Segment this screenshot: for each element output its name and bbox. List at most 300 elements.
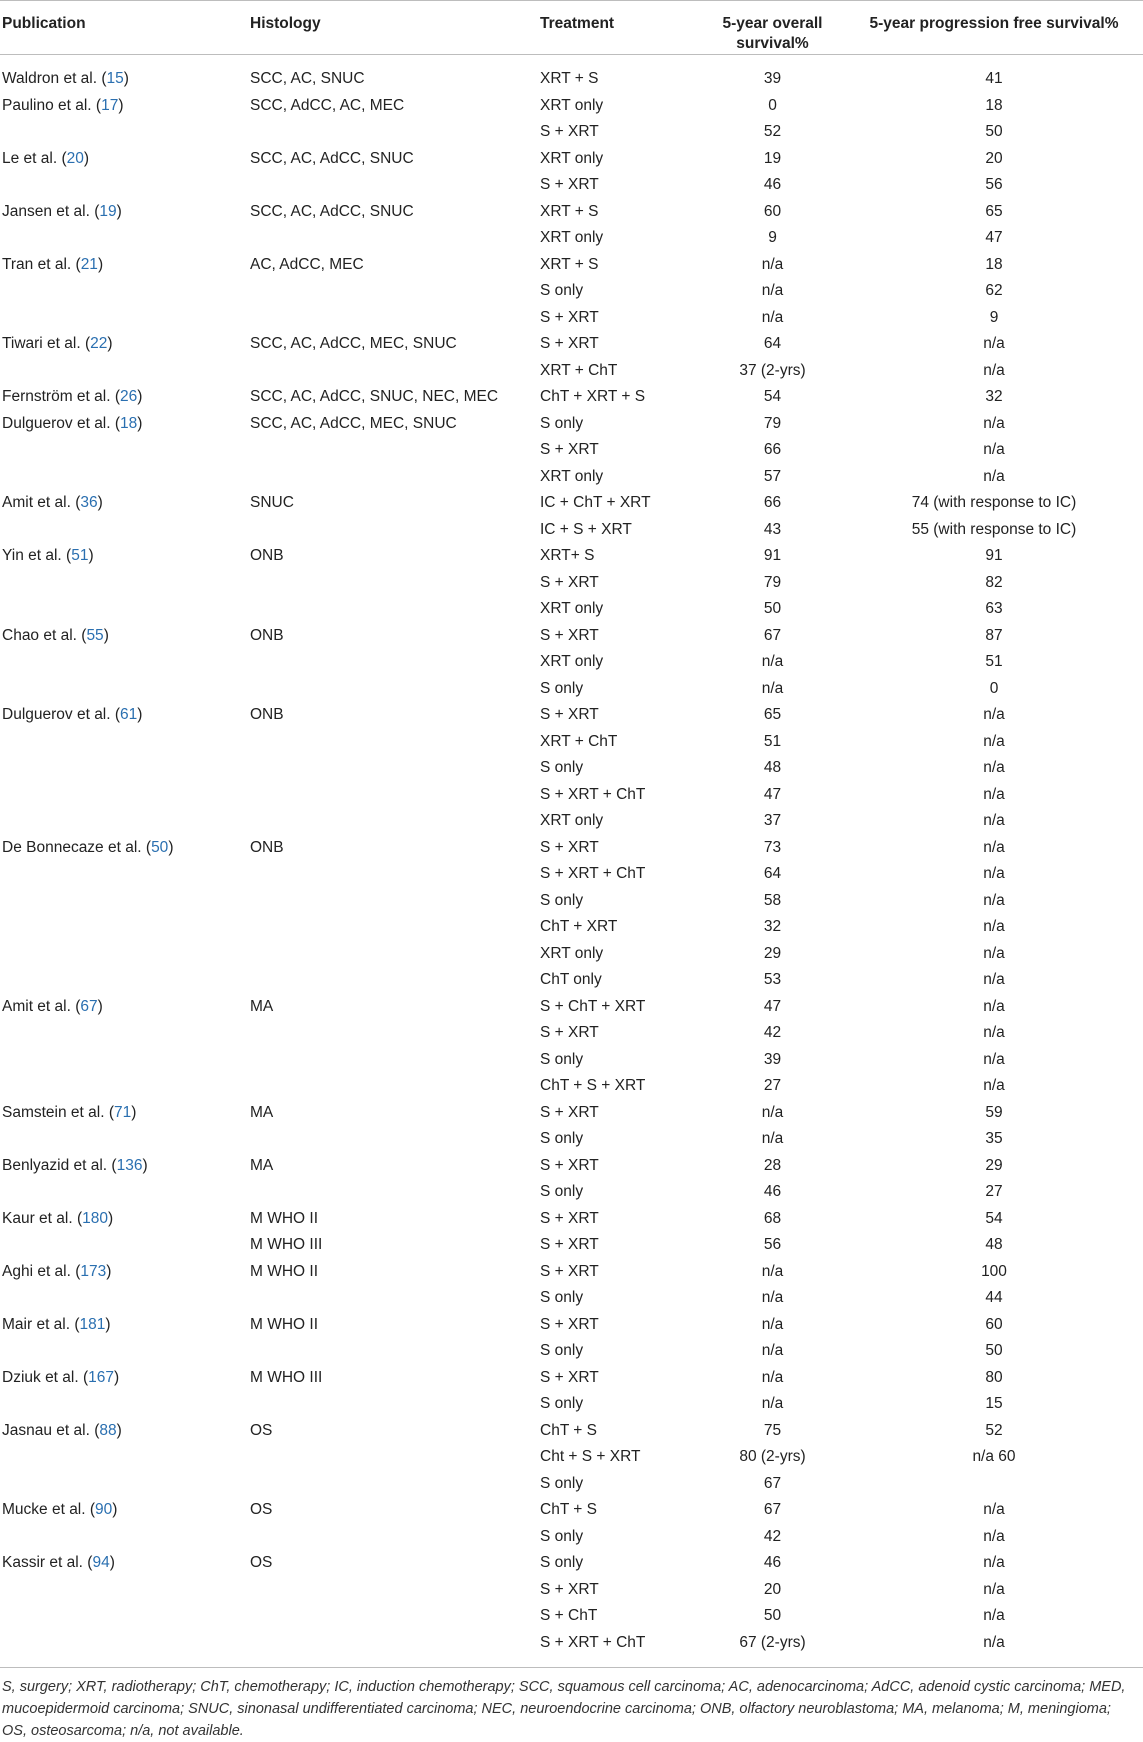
cell-publication — [0, 914, 250, 941]
cell-treatment: S only — [540, 1474, 584, 1492]
reference-link[interactable]: 181 — [79, 1315, 106, 1333]
header-publication: Publication — [0, 1, 250, 55]
cell-treatment: S + XRT — [540, 176, 599, 193]
cell-overall-survival: 27 — [763, 1077, 782, 1094]
cell-overall-survival: 57 — [763, 467, 782, 485]
table-row — [0, 570, 1143, 597]
cell-histology — [250, 676, 540, 703]
cell-progression-free-survival: 100 — [981, 1262, 1007, 1280]
reference-link[interactable]: 21 — [80, 255, 98, 273]
table-row — [0, 252, 1143, 279]
cell-progression-free-survival: 55 (with response to IC) — [911, 520, 1077, 538]
table-row — [0, 1338, 1143, 1365]
cell-progression-free-survival: n/a — [983, 838, 1005, 856]
cell-progression-free-survival: n/a — [983, 1050, 1005, 1068]
table-row — [0, 702, 1143, 729]
publication-author: Le et al. — [2, 149, 58, 167]
cell-treatment: S + XRT — [540, 838, 599, 856]
table-row — [0, 994, 1143, 1021]
reference-link[interactable]: 51 — [71, 547, 89, 564]
cell-overall-survival: 19 — [763, 149, 782, 167]
reference-link[interactable]: 167 — [88, 1368, 115, 1386]
cell-progression-free-survival: n/a — [983, 1501, 1005, 1518]
table-row — [0, 888, 1143, 915]
cell-overall-survival: 56 — [763, 1236, 782, 1253]
cell-progression-free-survival: n/a — [983, 1607, 1005, 1624]
cell-overall-survival: 47 — [763, 785, 782, 803]
cell-histology — [250, 941, 540, 968]
cell-treatment: S only — [540, 1289, 584, 1306]
cell-progression-free-survival: n/a — [983, 467, 1005, 485]
cell-treatment: S only — [540, 759, 584, 776]
cell-histology: OS — [250, 1501, 273, 1518]
cell-histology — [250, 1471, 540, 1498]
cell-histology: ONB — [250, 838, 284, 856]
reference-link[interactable]: 15 — [106, 70, 124, 87]
cell-publication — [0, 755, 250, 782]
cell-histology — [250, 596, 540, 623]
cell-treatment: S + XRT — [540, 1024, 599, 1041]
table-row — [0, 305, 1143, 332]
table-row — [0, 199, 1143, 226]
cell-treatment: S only — [540, 891, 584, 909]
cell-overall-survival: 39 — [763, 1050, 782, 1068]
cell-treatment: S + XRT — [540, 1236, 599, 1253]
table-row — [0, 1153, 1143, 1180]
cell-treatment: S only — [540, 1342, 584, 1359]
table-row — [0, 384, 1143, 411]
table-row — [0, 1285, 1143, 1312]
header-treatment: Treatment — [540, 1, 700, 55]
cell-overall-survival: 37 (2-yrs) — [739, 361, 806, 379]
cell-progression-free-survival: 18 — [985, 255, 1003, 273]
cell-progression-free-survival: 63 — [985, 600, 1003, 617]
cell-overall-survival: 28 — [763, 1156, 782, 1174]
cell-overall-survival: 47 — [763, 997, 782, 1015]
cell-overall-survival: 43 — [763, 520, 782, 538]
table-row — [0, 1603, 1143, 1630]
cell-histology: SNUC — [250, 494, 294, 511]
cell-publication — [0, 1047, 250, 1074]
reference-link[interactable]: 17 — [101, 96, 119, 114]
reference-link[interactable]: 20 — [66, 149, 84, 167]
cell-histology — [250, 1047, 540, 1074]
cell-progression-free-survival: 48 — [985, 1236, 1003, 1253]
cell-progression-free-survival: 32 — [985, 388, 1003, 405]
cell-publication: Jasnau et al. (88) — [2, 1421, 122, 1439]
cell-progression-free-survival: 35 — [985, 1130, 1003, 1147]
cell-treatment: S + XRT — [540, 573, 599, 591]
cell-overall-survival: 52 — [763, 123, 782, 140]
cell-treatment: XRT only — [540, 467, 604, 485]
cell-histology — [250, 1179, 540, 1206]
publication-author: Mair et al. — [2, 1315, 71, 1333]
cell-publication: Amit et al. (36) — [2, 494, 103, 511]
cell-publication — [0, 967, 250, 994]
cell-publication: De Bonnecaze et al. (50) — [2, 838, 174, 856]
table-row — [0, 596, 1143, 623]
cell-overall-survival: 67 (2-yrs) — [739, 1633, 806, 1651]
cell-overall-survival: n/a — [761, 1103, 784, 1121]
publication-author: Benlyazid et al. — [2, 1156, 108, 1174]
cell-histology: SCC, AC, SNUC — [250, 70, 365, 87]
cell-progression-free-survival: n/a 60 — [972, 1448, 1016, 1465]
cell-publication — [0, 1073, 250, 1100]
reference-link[interactable]: 18 — [120, 414, 138, 432]
cell-overall-survival: 0 — [768, 96, 777, 114]
table-row — [0, 1232, 1143, 1259]
cell-histology — [250, 358, 540, 385]
cell-overall-survival: 20 — [763, 1580, 782, 1598]
cell-treatment: S + XRT — [540, 706, 599, 723]
cell-overall-survival: 42 — [763, 1024, 782, 1041]
cell-treatment: S + XRT — [540, 1315, 599, 1333]
cell-histology — [250, 782, 540, 809]
cell-progression-free-survival — [845, 1471, 1143, 1498]
cell-histology — [250, 967, 540, 994]
cell-publication — [0, 1391, 250, 1418]
cell-histology — [250, 914, 540, 941]
table-body — [0, 55, 1143, 1657]
table-row — [0, 1365, 1143, 1392]
header-row — [0, 1, 1143, 55]
publication-author: Chao et al. — [2, 626, 77, 644]
cell-treatment: S + XRT — [540, 1262, 599, 1280]
cell-overall-survival: n/a — [761, 1368, 784, 1386]
table-row — [0, 1126, 1143, 1153]
cell-progression-free-survival: n/a — [983, 706, 1005, 723]
cell-progression-free-survival: 59 — [985, 1103, 1003, 1121]
cell-progression-free-survival: 52 — [985, 1421, 1003, 1439]
cell-histology — [250, 1126, 540, 1153]
cell-progression-free-survival: 18 — [985, 96, 1003, 114]
table-row — [0, 464, 1143, 491]
cell-publication — [0, 570, 250, 597]
cell-treatment: XRT only — [540, 944, 604, 962]
cell-publication: Dulguerov et al. (18) — [2, 414, 143, 432]
cell-publication — [0, 517, 250, 544]
cell-histology — [250, 437, 540, 464]
cell-progression-free-survival: n/a — [983, 1527, 1005, 1545]
cell-histology — [250, 649, 540, 676]
cell-publication: Dulguerov et al. (61) — [2, 706, 143, 723]
cell-treatment: S + XRT — [540, 335, 599, 352]
cell-overall-survival: 60 — [763, 202, 782, 220]
publication-author: De Bonnecaze et al. — [2, 838, 142, 856]
cell-histology: OS — [250, 1421, 273, 1439]
table-row — [0, 1020, 1143, 1047]
cell-publication — [0, 1630, 250, 1657]
cell-publication — [0, 1444, 250, 1471]
cell-progression-free-survival: 82 — [985, 573, 1003, 591]
cell-histology — [250, 517, 540, 544]
publication-author: Paulino et al. — [2, 96, 92, 114]
cell-publication: Kassir et al. (94) — [2, 1554, 115, 1571]
cell-overall-survival: 46 — [763, 1183, 782, 1200]
table-row — [0, 835, 1143, 862]
publication-author: Dulguerov et al. — [2, 706, 111, 723]
cell-overall-survival: 75 — [763, 1421, 782, 1439]
cell-overall-survival: n/a — [761, 255, 784, 273]
cell-overall-survival: 64 — [763, 335, 782, 352]
cell-treatment: XRT only — [540, 149, 604, 167]
table-row — [0, 1206, 1143, 1233]
cell-publication: Kaur et al. (180) — [2, 1209, 114, 1227]
reference-link[interactable]: 61 — [120, 706, 138, 723]
cell-treatment: S + XRT — [540, 1103, 599, 1121]
table-row — [0, 755, 1143, 782]
cell-progression-free-survival: 50 — [985, 1342, 1003, 1359]
cell-treatment: S + XRT — [540, 1156, 599, 1174]
cell-treatment: XRT + S — [540, 70, 599, 87]
cell-histology: ONB — [250, 626, 284, 644]
table-row — [0, 1444, 1143, 1471]
cell-overall-survival: n/a — [761, 1289, 784, 1306]
cell-publication: Samstein et al. (71) — [2, 1103, 137, 1121]
cell-publication: Paulino et al. (17) — [2, 96, 124, 114]
cell-publication: Tran et al. (21) — [2, 255, 104, 273]
cell-overall-survival: 29 — [763, 944, 782, 962]
cell-treatment: S + ChT + XRT — [540, 997, 646, 1015]
cell-histology: M WHO II — [250, 1315, 319, 1333]
cell-treatment: S only — [540, 1554, 584, 1571]
cell-histology — [250, 172, 540, 199]
cell-overall-survival: 48 — [763, 759, 782, 776]
table-row — [0, 543, 1143, 570]
cell-overall-survival: 67 — [763, 1501, 782, 1518]
cell-publication: Chao et al. (55) — [2, 626, 109, 644]
publication-author: Fernström et al. — [2, 388, 111, 405]
reference-link[interactable]: 88 — [99, 1421, 117, 1439]
cell-histology — [250, 1338, 540, 1365]
table-row — [0, 437, 1143, 464]
table-row — [0, 1391, 1143, 1418]
cell-overall-survival: 68 — [763, 1209, 782, 1227]
cell-histology — [250, 278, 540, 305]
cell-progression-free-survival: 87 — [985, 626, 1003, 644]
cell-treatment: S + XRT — [540, 308, 599, 326]
reference-link[interactable]: 180 — [82, 1209, 108, 1227]
table-row — [0, 172, 1143, 199]
cell-publication — [0, 596, 250, 623]
cell-overall-survival: 50 — [763, 600, 782, 617]
cell-progression-free-survival: n/a — [983, 1633, 1005, 1651]
reference-link[interactable]: 55 — [86, 626, 104, 644]
header-histology: Histology — [250, 1, 540, 55]
cell-overall-survival: 66 — [763, 494, 782, 511]
reference-link[interactable]: 50 — [151, 838, 169, 856]
cell-overall-survival: n/a — [761, 653, 784, 670]
table-row — [0, 861, 1143, 888]
cell-overall-survival: 46 — [763, 176, 782, 193]
cell-publication — [0, 729, 250, 756]
publication-author: Mucke et al. — [2, 1501, 86, 1518]
cell-histology — [250, 1020, 540, 1047]
cell-progression-free-survival: 44 — [985, 1289, 1003, 1306]
cell-publication: Le et al. (20) — [2, 149, 90, 167]
reference-link[interactable]: 22 — [90, 335, 108, 352]
cell-overall-survival: 79 — [763, 414, 782, 432]
cell-publication — [0, 1603, 250, 1630]
cell-treatment: S only — [540, 414, 584, 432]
cell-histology — [250, 1603, 540, 1630]
cell-publication: Mair et al. (181) — [2, 1315, 111, 1333]
table-row — [0, 278, 1143, 305]
cell-progression-free-survival: n/a — [983, 997, 1005, 1015]
cell-publication — [0, 1020, 250, 1047]
table-row — [0, 1073, 1143, 1100]
header-overall-survival — [700, 1, 845, 55]
cell-progression-free-survival: 47 — [985, 229, 1003, 246]
table-row — [0, 808, 1143, 835]
cell-treatment: S + XRT — [540, 1209, 599, 1227]
publication-author: Amit et al. — [2, 494, 71, 511]
cell-publication — [0, 358, 250, 385]
table-row — [0, 225, 1143, 252]
publication-author: Aghi et al. — [2, 1262, 71, 1280]
cell-progression-free-survival: 80 — [985, 1368, 1003, 1386]
cell-histology — [250, 1444, 540, 1471]
cell-histology: ONB — [250, 706, 284, 723]
cell-overall-survival: n/a — [761, 1395, 784, 1412]
cell-histology — [250, 119, 540, 146]
cell-treatment: XRT only — [540, 812, 604, 829]
cell-publication — [0, 1577, 250, 1604]
cell-overall-survival: 79 — [763, 573, 782, 591]
cell-histology: AC, AdCC, MEC — [250, 255, 364, 273]
cell-treatment: ChT + XRT — [540, 918, 618, 935]
table-row — [0, 1497, 1143, 1524]
cell-progression-free-survival: 54 — [985, 1209, 1003, 1227]
cell-publication — [0, 225, 250, 252]
table-row — [0, 1471, 1143, 1498]
cell-histology — [250, 729, 540, 756]
cell-histology — [250, 861, 540, 888]
reference-link[interactable]: 19 — [99, 202, 117, 220]
cell-publication: Fernström et al. (26) — [2, 388, 143, 405]
cell-treatment: S only — [540, 1527, 584, 1545]
cell-histology: MA — [250, 1103, 274, 1121]
reference-link[interactable]: 94 — [92, 1554, 110, 1571]
cell-treatment: S + XRT — [540, 626, 599, 644]
reference-link[interactable]: 36 — [80, 494, 98, 511]
cell-treatment: IC + S + XRT — [540, 520, 632, 538]
cell-publication — [0, 649, 250, 676]
cell-treatment: XRT + S — [540, 202, 599, 220]
cell-progression-free-survival: 91 — [985, 547, 1003, 564]
cell-histology: SCC, AC, AdCC, MEC, SNUC — [250, 414, 457, 432]
cell-overall-survival: n/a — [761, 1130, 784, 1147]
cell-publication — [0, 305, 250, 332]
cell-overall-survival: 65 — [763, 706, 782, 723]
cell-progression-free-survival: 74 (with response to IC) — [911, 494, 1077, 511]
cell-publication — [0, 888, 250, 915]
cell-progression-free-survival: 15 — [985, 1395, 1003, 1412]
cell-progression-free-survival: 60 — [985, 1315, 1003, 1333]
cell-progression-free-survival: 65 — [985, 202, 1003, 220]
table-row — [0, 676, 1143, 703]
table-row — [0, 782, 1143, 809]
table-row — [0, 358, 1143, 385]
cell-publication — [0, 1179, 250, 1206]
cell-publication — [0, 1471, 250, 1498]
cell-progression-free-survival: n/a — [983, 361, 1005, 379]
cell-treatment: S + XRT — [540, 1580, 599, 1598]
reference-link[interactable]: 26 — [120, 388, 138, 405]
cell-histology — [250, 755, 540, 782]
cell-progression-free-survival: n/a — [983, 971, 1005, 988]
cell-histology: SCC, AC, AdCC, SNUC, NEC, MEC — [250, 388, 499, 405]
table-row — [0, 55, 1143, 93]
cell-progression-free-survival: 29 — [985, 1156, 1003, 1174]
cell-histology — [250, 1073, 540, 1100]
cell-overall-survival: 67 — [763, 1474, 782, 1492]
cell-histology: SCC, AC, AdCC, SNUC — [250, 149, 414, 167]
cell-histology — [250, 464, 540, 491]
reference-link[interactable]: 67 — [80, 997, 98, 1015]
cell-histology: M WHO II — [250, 1262, 319, 1280]
cell-overall-survival: n/a — [761, 679, 784, 697]
table-row — [0, 93, 1143, 120]
cell-overall-survival: 9 — [768, 229, 777, 246]
cell-publication: Aghi et al. (173) — [2, 1262, 112, 1280]
cell-histology — [250, 888, 540, 915]
cell-progression-free-survival: 51 — [985, 653, 1003, 670]
publication-author: Waldron et al. — [2, 70, 98, 87]
cell-progression-free-survival: n/a — [983, 1554, 1005, 1571]
table-row — [0, 1179, 1143, 1206]
cell-progression-free-survival: n/a — [983, 865, 1005, 882]
cell-overall-survival: 80 (2-yrs) — [739, 1448, 806, 1465]
cell-publication — [0, 464, 250, 491]
cell-publication — [0, 119, 250, 146]
cell-publication — [0, 1126, 250, 1153]
publication-author: Kassir et al. — [2, 1554, 83, 1571]
cell-histology — [250, 570, 540, 597]
publication-author: Dulguerov et al. — [2, 414, 111, 432]
table-row — [0, 1047, 1143, 1074]
cell-overall-survival: 51 — [763, 732, 782, 750]
cell-progression-free-survival: 20 — [985, 149, 1003, 167]
cell-treatment: XRT + ChT — [540, 732, 618, 750]
reference-link[interactable]: 71 — [114, 1103, 132, 1121]
cell-publication: Jansen et al. (19) — [2, 202, 122, 220]
cell-treatment: ChT + XRT + S — [540, 388, 646, 405]
cell-progression-free-survival: n/a — [983, 785, 1005, 803]
table-row — [0, 1550, 1143, 1577]
cell-publication — [0, 1524, 250, 1551]
cell-publication: Amit et al. (67) — [2, 997, 103, 1015]
cell-overall-survival: 54 — [763, 388, 782, 405]
table-row — [0, 1577, 1143, 1604]
cell-progression-free-survival: 62 — [985, 282, 1003, 299]
reference-link[interactable]: 90 — [95, 1501, 113, 1518]
cell-progression-free-survival: n/a — [983, 732, 1005, 750]
reference-link[interactable]: 136 — [116, 1156, 143, 1174]
cell-histology — [250, 1285, 540, 1312]
cell-treatment: S + XRT — [540, 441, 599, 458]
cell-publication — [0, 1232, 250, 1259]
cell-treatment: S only — [540, 679, 584, 697]
publication-author: Kaur et al. — [2, 1209, 73, 1227]
cell-histology: SCC, AC, AdCC, SNUC — [250, 202, 414, 220]
cell-publication — [0, 437, 250, 464]
reference-link[interactable]: 173 — [80, 1262, 107, 1280]
cell-treatment: ChT only — [540, 971, 602, 988]
cell-publication — [0, 1338, 250, 1365]
cell-overall-survival: n/a — [761, 1342, 784, 1359]
header-progression-free-survival: 5-year progression free survival% — [845, 1, 1143, 55]
